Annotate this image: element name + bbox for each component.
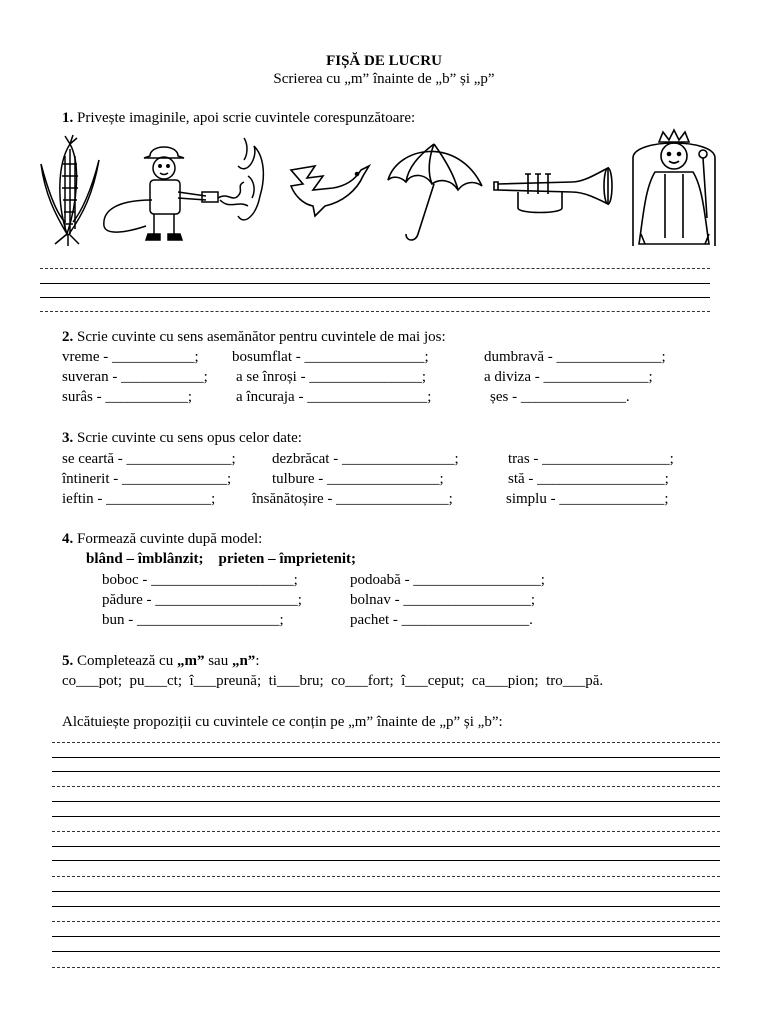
ex4-row-1-col-2[interactable]: podoabă - _________________; [350, 572, 545, 588]
ex3-row-3-col-1[interactable]: ieftin - ______________; [62, 491, 216, 507]
ex3-row-2-col-3[interactable]: stă - _________________; [508, 471, 669, 487]
ex2-row-2-col-3[interactable]: a diviza - ______________; [484, 369, 653, 385]
ex3-instruction [62, 429, 302, 447]
ex3-row-1-col-3[interactable]: tras - _________________; [508, 451, 674, 467]
ex2-instruction [62, 328, 446, 346]
ex4-row-3-col-1[interactable]: bun - ___________________; [102, 612, 284, 628]
ex1-text: Privește imaginile, apoi scrie cuvintele corespunzătoare: [77, 110, 416, 126]
ex1-writing-line[interactable] [40, 283, 710, 284]
ex6-writing-line[interactable] [52, 891, 720, 892]
ex3-row-1-col-2[interactable]: dezbrăcat - _______________; [272, 451, 459, 467]
ex3-number: 3. [62, 430, 74, 446]
ex3-row-3-col-2[interactable]: însănătoșire - _______________; [252, 491, 453, 507]
ex3-row-2-col-1[interactable]: întinerit - ______________; [62, 471, 232, 487]
ex2-row-1-col-2[interactable]: bosumflat - ________________; [232, 349, 429, 365]
ex5-instruction [62, 652, 259, 670]
ex5-fill-line[interactable]: co___pot; pu___ct; î___preună; ti___bru; co___fort; î___ceput; ca___pion; tro___pă. [62, 673, 604, 689]
ex6-guide-line[interactable] [52, 876, 720, 877]
ex5-text-b: sau [204, 653, 232, 669]
ex6-writing-line[interactable] [52, 860, 720, 861]
ex6-writing-line[interactable] [52, 951, 720, 952]
ex5-text-a: Completează cu [77, 653, 177, 669]
trumpet-icon [492, 164, 620, 220]
ex2-row-1-col-3[interactable]: dumbravă - ______________; [484, 349, 666, 365]
ex4-row-2-col-2[interactable]: bolnav - _________________; [350, 592, 535, 608]
ex2-row-1-col-1[interactable]: vreme - ___________; [62, 349, 199, 365]
ex6-guide-line[interactable] [52, 967, 720, 968]
ex3-row-2-col-2[interactable]: tulbure - _______________; [272, 471, 444, 487]
ex6-writing-line[interactable] [52, 906, 720, 907]
ex5-text-c: : [255, 653, 260, 669]
ex1-guide-line[interactable] [40, 311, 710, 312]
ex4-instruction [62, 530, 262, 548]
ex6-instruction: Alcătuiește propoziții cu cuvintele ce conțin pe „m” înainte de „p” și „b”: [62, 714, 503, 730]
dove-icon [285, 150, 375, 220]
ex2-row-3-col-3[interactable]: șes - ______________. [490, 389, 630, 405]
corn-icon [35, 134, 105, 246]
ex1-instruction [62, 109, 415, 127]
ex3-row-1-col-1[interactable]: se ceartă - ______________; [62, 451, 236, 467]
ex2-row-2-col-1[interactable]: suveran - ___________; [62, 369, 208, 385]
ex6-writing-line[interactable] [52, 846, 720, 847]
ex6-writing-line[interactable] [52, 801, 720, 802]
ex6-guide-line[interactable] [52, 742, 720, 743]
ex6-writing-line[interactable] [52, 757, 720, 758]
ex4-row-1-col-1[interactable]: boboc - ___________________; [102, 572, 298, 588]
ex4-model: blând – îmblânzit; prieten – împrietenit; [86, 551, 356, 567]
ex1-writing-line[interactable] [40, 297, 710, 298]
ex6-writing-line[interactable] [52, 816, 720, 817]
firefighter-hose-icon [98, 136, 268, 248]
ex1-number: 1. [62, 110, 74, 126]
ex6-guide-line[interactable] [52, 921, 720, 922]
ex6-guide-line[interactable] [52, 831, 720, 832]
ex4-text: Formează cuvinte după model: [77, 531, 263, 547]
ex1-image-strip [30, 128, 730, 250]
page-subtitle: Scrierea cu „m” înainte de „b” și „p” [273, 71, 495, 87]
ex4-row-2-col-1[interactable]: pădure - ___________________; [102, 592, 302, 608]
ex2-text: Scrie cuvinte cu sens asemănător pentru cuvintele de mai jos: [77, 329, 446, 345]
ex2-row-3-col-1[interactable]: surâs - ___________; [62, 389, 192, 405]
ex5-m: „m” [176, 653, 205, 669]
ex6-guide-line[interactable] [52, 786, 720, 787]
ex2-row-3-col-2[interactable]: a încuraja - ________________; [236, 389, 432, 405]
ex6-writing-line[interactable] [52, 771, 720, 772]
page-title: FIȘĂ DE LUCRU [326, 53, 442, 69]
ex4-number: 4. [62, 531, 74, 547]
ex3-text: Scrie cuvinte cu sens opus celor date: [77, 430, 302, 446]
emperor-throne-icon [625, 128, 723, 250]
ex5-number: 5. [62, 653, 74, 669]
ex1-guide-line[interactable] [40, 268, 710, 269]
ex5-n: „n” [231, 653, 256, 669]
umbrella-icon [378, 136, 490, 248]
ex3-row-3-col-3[interactable]: simplu - ______________; [506, 491, 669, 507]
ex2-row-2-col-2[interactable]: a se înroși - _______________; [236, 369, 426, 385]
ex2-number: 2. [62, 329, 74, 345]
ex6-writing-line[interactable] [52, 936, 720, 937]
ex4-row-3-col-2[interactable]: pachet - _________________. [350, 612, 533, 628]
